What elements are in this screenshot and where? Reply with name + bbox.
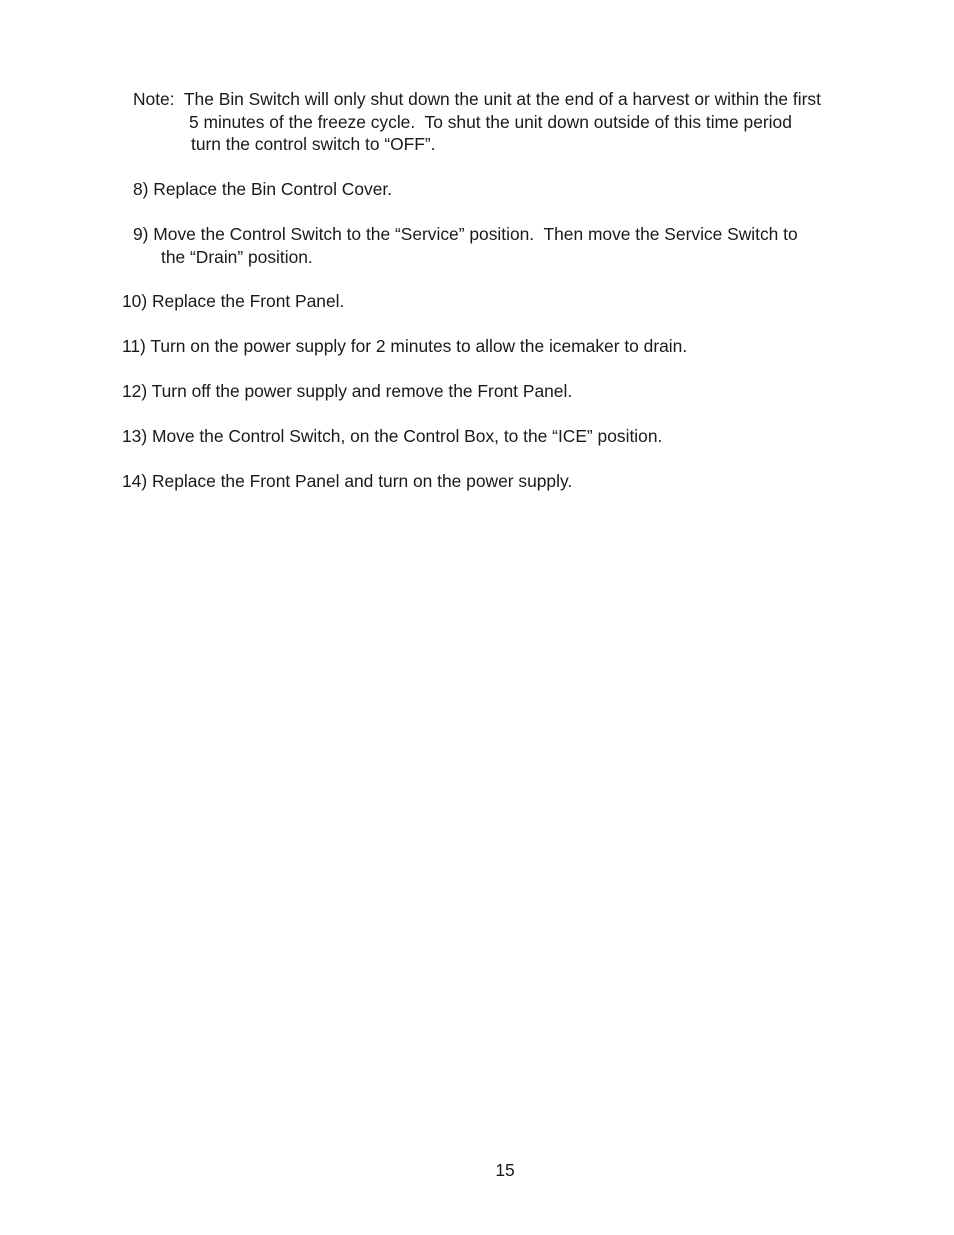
- step-9-line-2: the “Drain” position.: [161, 247, 313, 267]
- note-line-3: turn the control switch to “OFF”.: [191, 134, 436, 154]
- page-number: 15: [495, 1160, 515, 1180]
- step-10: 10) Replace the Front Panel.: [122, 291, 345, 311]
- step-9-line-1: 9) Move the Control Switch to the “Service” position. Then move the Service Switch to: [133, 224, 798, 244]
- step-13: 13) Move the Control Switch, on the Control Box, to the “ICE” position.: [122, 426, 663, 446]
- step-11: 11) Turn on the power supply for 2 minutes to allow the icemaker to drain.: [122, 336, 688, 356]
- step-12: 12) Turn off the power supply and remove the Front Panel.: [122, 381, 573, 401]
- note-line-1: Note: The Bin Switch will only shut down the unit at the end of a harvest or within the first: [133, 89, 821, 109]
- note-line-2: 5 minutes of the freeze cycle. To shut the unit down outside of this time period: [189, 112, 792, 132]
- step-14: 14) Replace the Front Panel and turn on the power supply.: [122, 471, 573, 491]
- step-8: 8) Replace the Bin Control Cover.: [133, 179, 393, 199]
